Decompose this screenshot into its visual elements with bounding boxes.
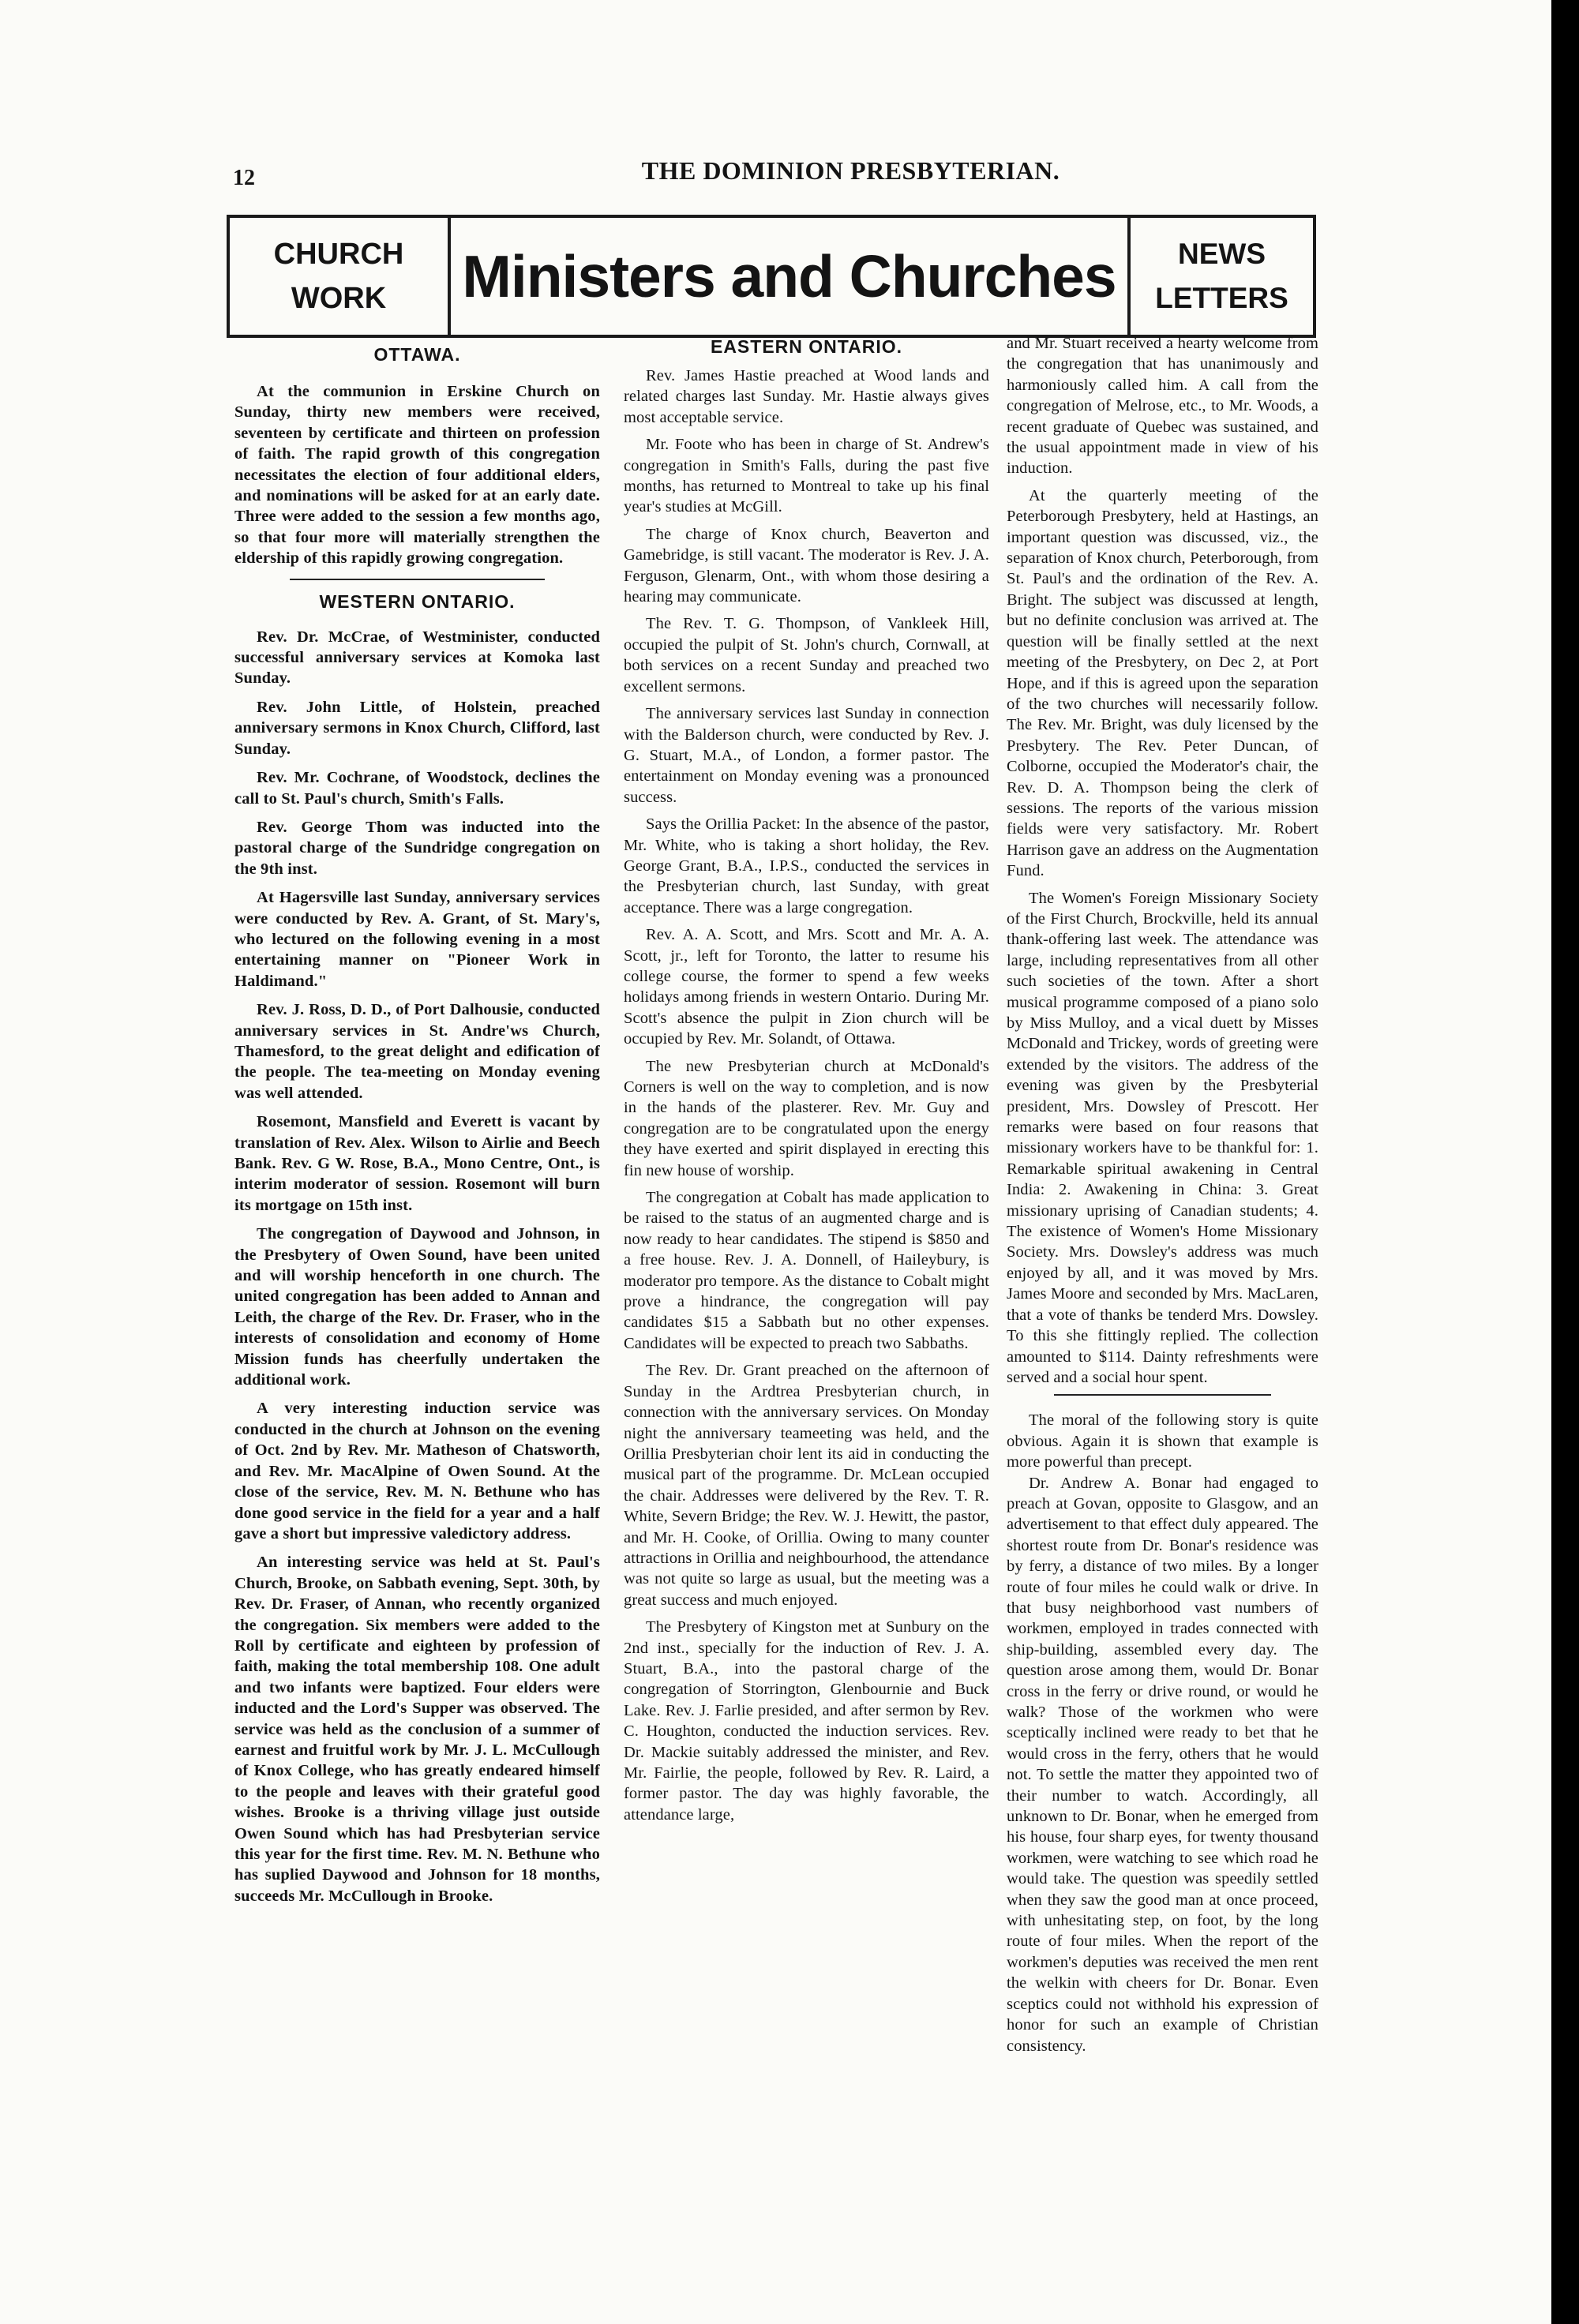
article-paragraph: The charge of Knox church, Beaverton and Gamebridge, is still vacant. The moderator is Rev. J. A. Ferguson, Glenarm, Ont., with whom those desiring a hearing may communicate. (624, 525, 989, 606)
article-paragraph: The new Presbyterian church at McDonald's Corners is well on the way to completion, and is now in the hands of the plasterer. Rev. Mr. Guy and congregation are to be congratulated upon the energy they have exerted and spirit displayed in erecting this fin new house of worship. (624, 1057, 989, 1179)
western-ontario-heading: WESTERN ONTARIO. (319, 590, 516, 612)
scan-border (1551, 0, 1579, 2324)
page-number: 12 (233, 166, 255, 190)
article-paragraph: The congregation of Daywood and Johnson, in the Presbytery of Owen Sound, have been united and will worship henceforth in one church. The united congregation has been added to Annan and Leith, the charge of the Rev. Dr. Fraser, who in the interests of consolidation and economy of Home Mission funds has cheerfully undertaken the additional work. (234, 1225, 600, 1389)
article-paragraph: The Presbytery of Kingston met at Sunbury on the 2nd inst., specially for the induction of Rev. J. A. Stuart, B.A., into the pastoral charge of the congregation of Storrington, Glenbournie and Buck Lake. Rev. J. Farlie presided, and after sermon by Rev. C. Houghton, conducted the induction services. Rev. Dr. Mackie suitably addressed the minister, and Rev. Mr. Fairlie, the people, followed by Rev. R. Laird, a former pastor. The day was highly favorable, the attendance large, (624, 1618, 989, 1824)
article-paragraph: At the communion in Erskine Church on Sunday, thirty new members were received, seventeen by certificate and thirteen on profession of faith. The rapid growth of this congregation necessitates the election of four additional elders, and nominations will be asked for at an early date. Three were added to the session a few months ago, so that four more will materially strengthen the eldership of this rapidly growing congregation. (234, 383, 600, 568)
article-paragraph: Rev. A. A. Scott, and Mrs. Scott and Mr. A. A. Scott, jr., left for Toronto, the latter to resume his college course, the former to spend a few weeks holidays among friends in western Ontario. During Mr. Scott's absence the pulpit in Zion church will be occupied by Rev. Mr. Solandt, of Ottawa. (624, 926, 989, 1048)
article-paragraph: At Hagersville last Sunday, anniversary services were conducted by Rev. A. Grant, of St. Mary's, who lectured on the following evening in a most entertaining manner on "Pioneer Work in Haldimand." (234, 889, 600, 990)
article-paragraph: and Mr. Stuart received a hearty welcome from the congregation that has unanimously and harmoniously called him. A call from the congregation of Melrose, etc., to Mr. Woods, a recent graduate of Quebec was sustained, and the usual appointment made in view of his induction. (1007, 335, 1318, 478)
section-title: Ministers and Churches (462, 243, 1116, 309)
masthead-right-box (1127, 218, 1313, 335)
article-paragraph: Rev. Mr. Cochrane, of Woodstock, declines the call to St. Paul's church, Smith's Falls. (234, 769, 600, 808)
masthead-right-line1: NEWS (1178, 238, 1266, 270)
article-paragraph: Says the Orillia Packet: In the absence of the pastor, Mr. White, who is taking a short holiday, the Rev. George Grant, B.A., I.P.S., conducted the services in the Presbyterian church, last Sunday, with great acceptance. There was a large congregation. (624, 815, 989, 916)
masthead-left-line2: WORK (291, 282, 387, 315)
column-2 (624, 336, 989, 1825)
section-divider (1054, 1394, 1271, 1396)
journal-title-text: THE DOMINION PRESBYTERIAN. (641, 156, 1060, 185)
article-paragraph: Rev. Dr. McCrae, of Westminister, conducted successful anniversary services at Komoka last Sunday. (234, 628, 600, 688)
article-paragraph: The Rev. Dr. Grant preached on the afternoon of Sunday in the Ardtrea Presbyterian church, in connection with the anniversary services. On Monday night the anniversary teameeting was held, and the Orillia Presbyterian choir lent its aid in conducting the musical part of the programme. Dr. McLean occupied the chair. Addresses were delivered by the Rev. T. R. White, Severn Bridge; the Rev. W. J. Hewitt, the pastor, and Mr. H. Cooke, of Orillia. Owing to many counter attractions in Orillia and neighbourhood, the attendance was not quite so large as usual, but the meeting was a great success and much enjoyed. (624, 1362, 989, 1609)
column-1 (234, 341, 600, 1906)
article-paragraph: The congregation at Cobalt has made application to be raised to the status of an augmented charge and is now ready to hear candidates. The stipend is $850 and a free house. Rev. J. A. Donnell, of Haileybury, is moderator pro tempore. As the distance to Cobalt might prove a hindrance, the congregation will pay candidates $15 a Sabbath but no other expenses. Candidates will be expected to preach two Sabbaths. (624, 1189, 989, 1352)
masthead-left-line1: CHURCH (273, 238, 404, 271)
section-divider (290, 579, 545, 580)
masthead-right-line2: LETTERS (1155, 282, 1288, 314)
article-paragraph: The Women's Foreign Missionary Society of the First Church, Brockville, held its annual thank-offering last week. The attendance was large, including representatives from all other such societies of the town. After a short musical programme composed of a piano solo by Miss Mulloy, and a vical duett by Misses McDonald and Trickey, words of greeting were extended by the visitors. The address of the evening was given by the Presbyterial president, Mrs. Dowsley of Prescott. Her remarks were based on four reasons that missionary workers have to be thankful for: 1. Remarkable spiritual awakening in Central India: 2. Awakening in China: 3. Great missionary uprising of Canadian students; 4. The existence of Women's Home Missionary Society. Mrs. Dowsley's address was much enjoyed by all, and it was moved by Mrs. James Moore and seconded by Mrs. MacLaren, that a vote of thanks be tenderd Mrs. Dowsley. To this she fittingly replied. The collection amounted to $114. Dainty refreshments were served and a social hour spent. (1007, 889, 1318, 1386)
article-paragraph: Rev. J. Ross, D. D., of Port Dalhousie, conducted anniversary services in St. Andre'ws Church, Thamesford, to the great delight and edification of the people. The tea-meeting on Monday evening was well attended. (234, 1001, 600, 1102)
article-paragraph: Rev. John Little, of Holstein, preached anniversary sermons in Knox Church, Clifford, last Sunday. (234, 698, 600, 758)
article-paragraph: An interesting service was held at St. Paul's Church, Brooke, on Sabbath evening, Sept. 30th, by Rev. Dr. Fraser, of Annan, who recently organized the congregation. Six members were added to the Roll by certificate and eighteen by profession of faith, making the total membership 108. One adult and two infants were baptized. Four elders were inducted and the Lord's Supper was observed. The service was held as the conclusion of a summer of earnest and fruitful work by Mr. J. L. McCullough of Knox College, who has greatly endeared himself to the people and leaves with their grateful good wishes. Brooke is a thriving village just outside Owen Sound which has had Presbyterian service this year for the first time. Rev. M. N. Bethune who has suplied Daywood and Johnson for 18 months, succeeds Mr. McCullough in Brooke. (234, 1554, 600, 1905)
section-masthead (227, 215, 1316, 338)
article-paragraph: Rev. James Hastie preached at Wood lands and related charges last Sunday. Mr. Hastie always gives most acceptable service. (624, 367, 989, 426)
column-3 (1007, 333, 1318, 2056)
article-paragraph: Rosemont, Mansfield and Everett is vacant by translation of Rev. Alex. Wilson to Airlie and Beech Bank. Rev. G W. Rose, B.A., Mono Centre, Ont., is interim moderator of session. Rosemont will burn its mortgage on 15th inst. (234, 1113, 600, 1214)
eastern-ontario-heading: EASTERN ONTARIO. (710, 336, 903, 357)
article-paragraph: A very interesting induction service was conducted in the church at Johnson on the evening of Oct. 2nd by Rev. Mr. Matheson of Chatsworth, and Rev. Mr. MacAlpine of Owen Sound. At the close of the service, Rev. M. N. Bethune who has done good service in the field for a year and a half gave a short but impressive valedictory address. (234, 1400, 600, 1542)
article-paragraph: Mr. Foote who has been in charge of St. Andrew's congregation in Smith's Falls, during the past five months, has returned to Montreal to take up his final year's studies at McGill. (624, 436, 989, 516)
ottawa-heading: OTTAWA. (373, 344, 461, 365)
article-paragraph: The moral of the following story is quite obvious. Again it is shown that example is more powerful than precept. (1007, 1411, 1318, 1471)
article-paragraph: The anniversary services last Sunday in connection with the Balderson church, were conducted by Rev. J. G. Stuart, M.A., of London, a former pastor. The entertainment on Monday evening was a pronounced success. (624, 705, 989, 806)
article-paragraph: The Rev. T. G. Thompson, of Vankleek Hill, occupied the pulpit of St. John's church, Cornwall, at both services on a recent Sunday and preached two excellent sermons. (624, 615, 989, 695)
article-paragraph: At the quarterly meeting of the Peterborough Presbytery, held at Hastings, an important question was discussed, viz., the separation of Knox church, Peterborough, from St. Paul's and the ordination of the Rev. A. Bright. The subject was discussed at length, but no definite conclusion was arrived at. The question will be finally settled at the next meeting of the Presbytery, on Dec 2, at Port Hope, and if this is agreed upon the separation of the two churches will necessarily follow. The Rev. Mr. Bright, was duly licensed by the Presbytery. The Rev. Peter Duncan, of Colborne, occupied the Moderator's chair, the Rev. D. A. Thompson being the clerk of sessions. The reports of the various mission fields were very satisfactory. Mr. Robert Harrison gave an address on the Augmentation Fund. (1007, 486, 1318, 880)
masthead-left-box (230, 218, 451, 335)
journal-title (0, 156, 1551, 186)
article-paragraph: Dr. Andrew A. Bonar had engaged to preach at Govan, opposite to Glasgow, and an advertisement to that effect duly appeared. The shortest route from Dr. Bonar's residence was by ferry, a distance of two miles. By a longer route of four miles he could walk or drive. In that busy neighborhood vast numbers of workmen, employed in trades connected with ship-building, assembled every day. The question arose among them, would Dr. Bonar cross in the ferry or drive round, or would he walk? Those of the workmen who were sceptically inclined were ready to bet that he would cross in the ferry, others that he would not. To settle the matter they appointed two of their number to watch. Accordingly, all unknown to Dr. Bonar, when he emerged from his house, four sharp eyes, for twenty thousand workmen, were watching to see which road he would take. The question was speedily settled when they saw the good man at once proceed, with unhesitating step, on foot, by the long route of four miles. When the report of the workmen's deputies was received the men rent the welkin with cheers for Dr. Bonar. Even sceptics could not withhold his expression of honor for such an example of Christian consistency. (1007, 1474, 1318, 2055)
article-paragraph: Rev. George Thom was inducted into the pastoral charge of the Sundridge congregation on the 9th inst. (234, 818, 600, 878)
